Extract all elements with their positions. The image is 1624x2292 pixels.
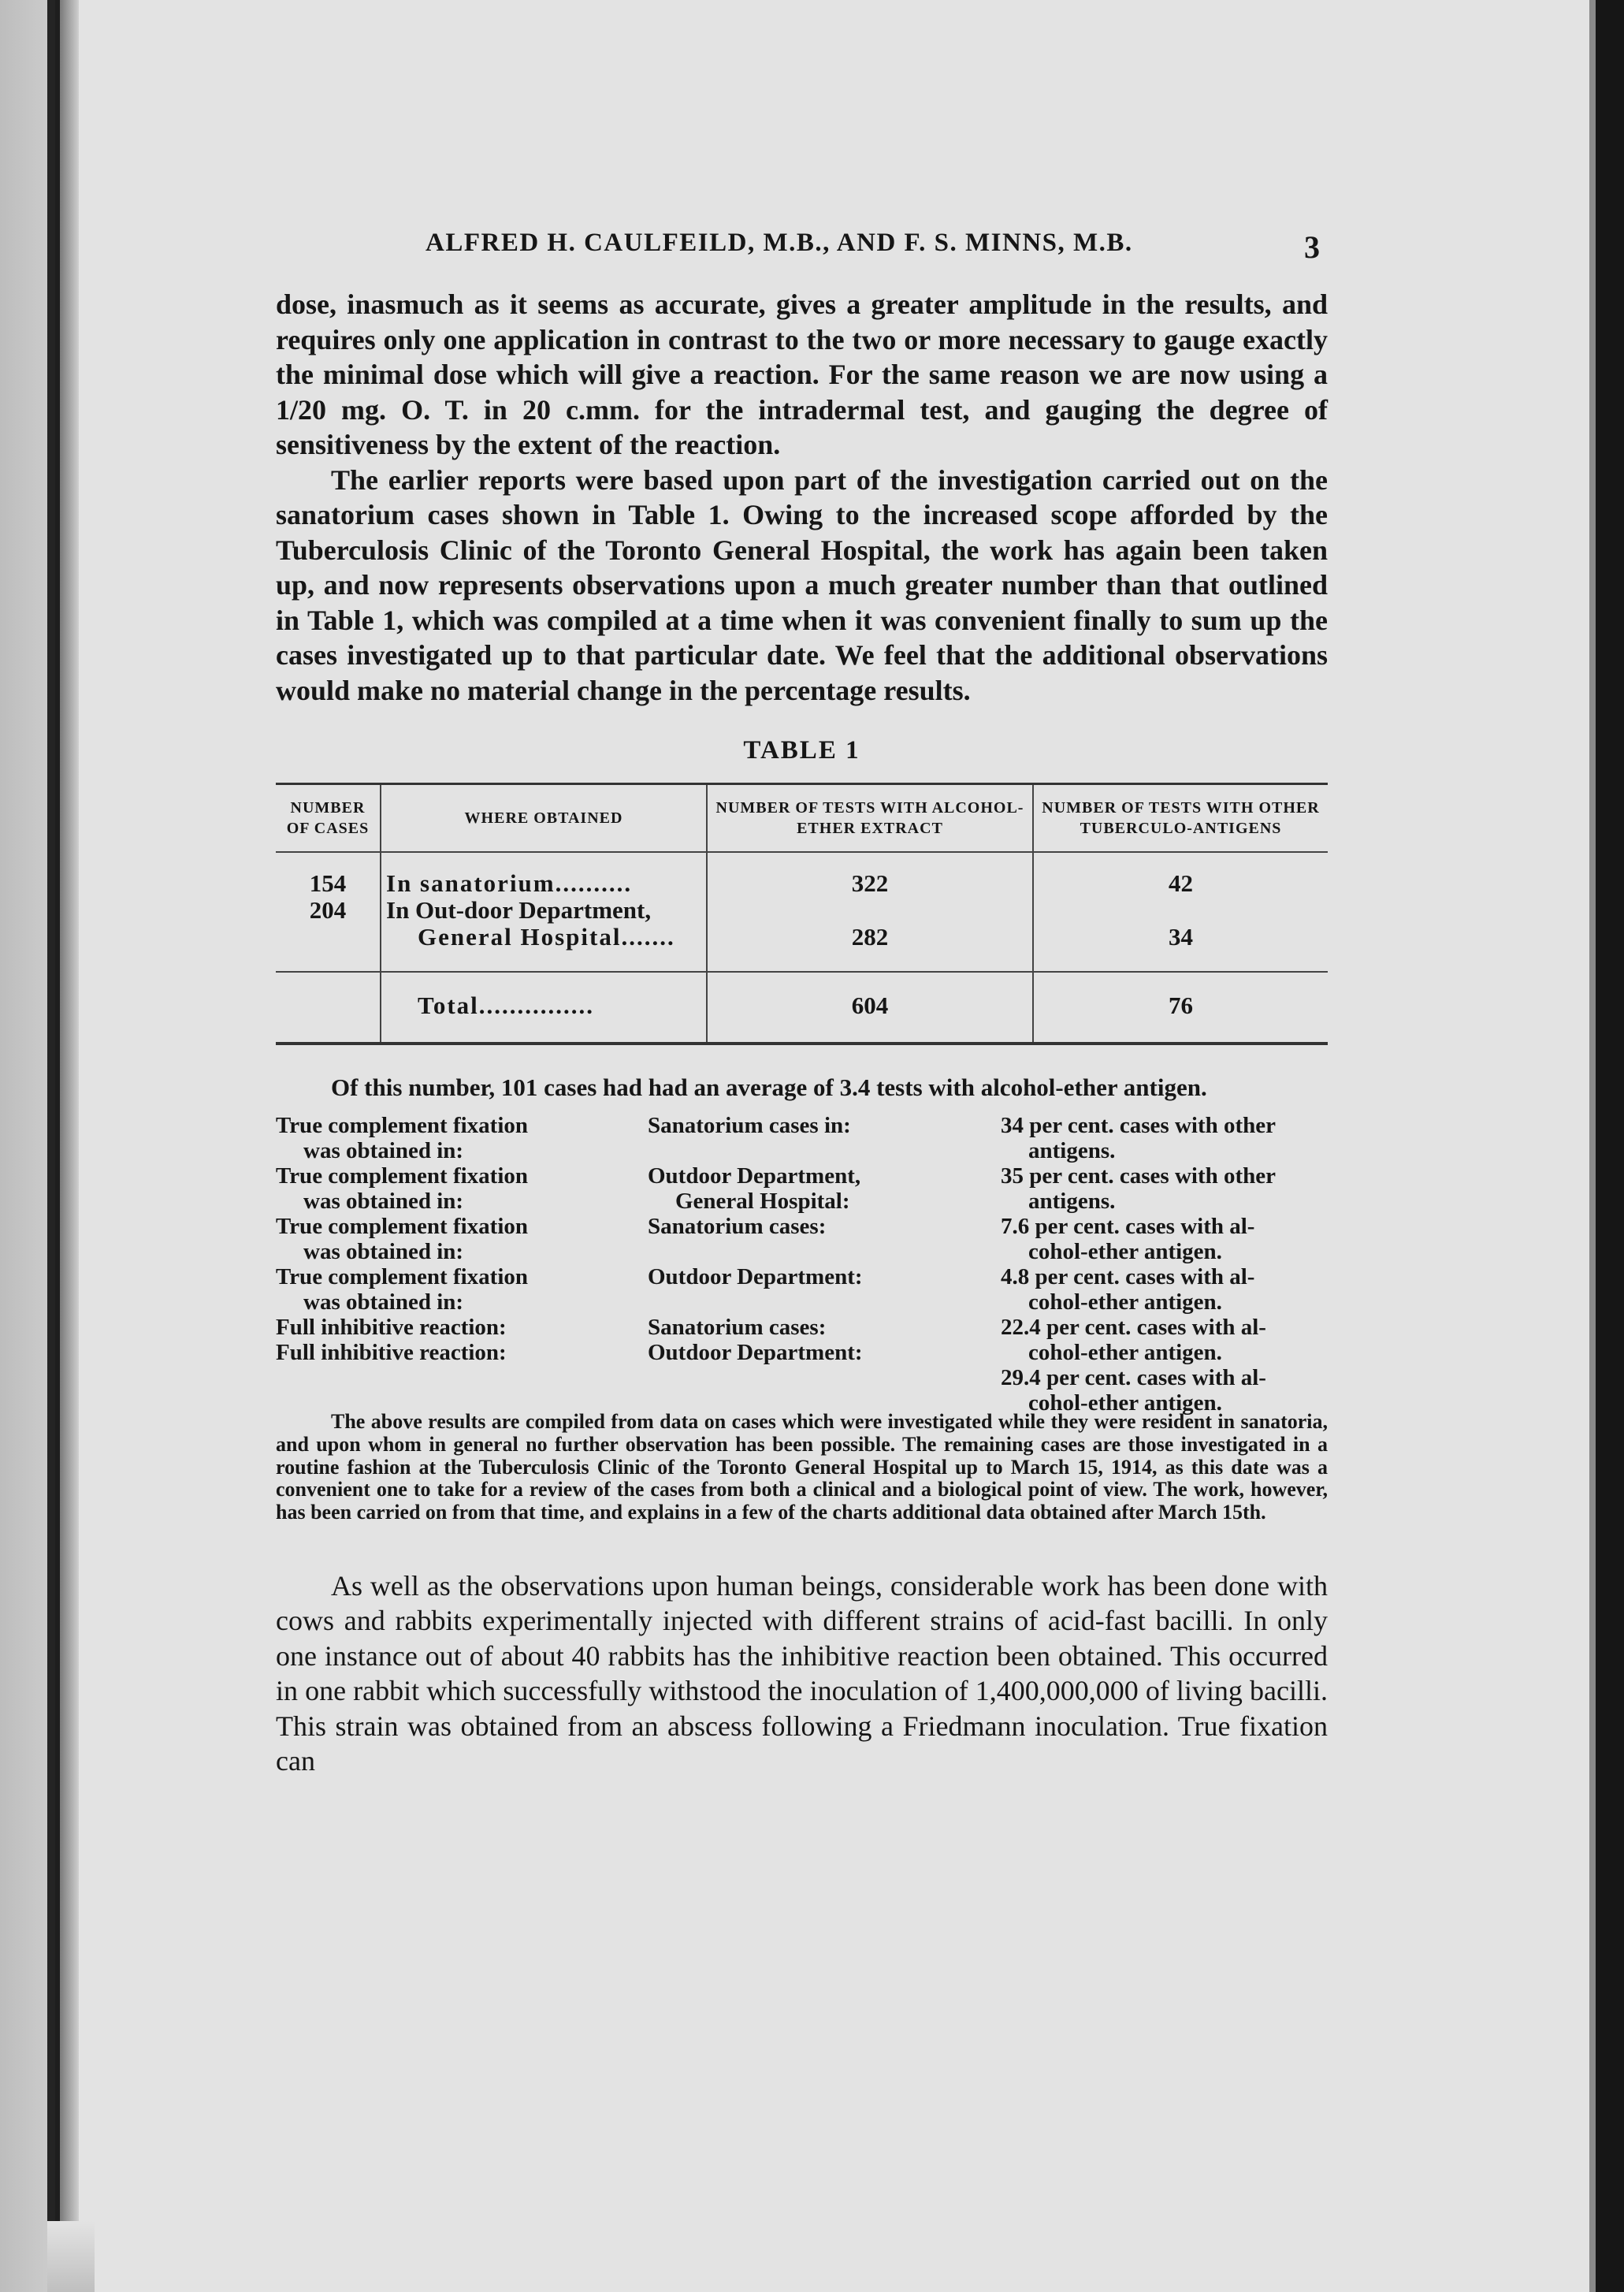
stats-intro: Of this number, 101 cases had had an average of 3.4 tests with alcohol-ether antigen. <box>331 1073 1207 1101</box>
stat-value-cont: cohol-ether antigen. <box>1028 1239 1222 1264</box>
small-print-paragraph: The above results are compiled from data on cases which were investigated while they were resident in sanatoria, and upon whom in general no further observation has been possible. The remaining cases are those investigated in a routine fashion at the Tuberculosis Clinic of the Toronto General Hospital up to March 15, 1914, as this date was a convenient one to take for a review of the cases from both a clinical and a biological point of view. The work, however, has been carried on from that time, and explains in a few of the charts additional data obtained after March 15th. <box>276 1410 1328 1524</box>
stat-source: Sanatorium cases in: <box>648 1113 851 1138</box>
cases-outdoor: 204 <box>309 896 347 924</box>
scan-right-margin <box>1596 0 1624 2292</box>
page-number: 3 <box>1304 229 1320 265</box>
scan-smudge <box>47 2221 95 2292</box>
table-title: TABLE 1 <box>743 736 860 765</box>
cases-cell <box>276 852 381 972</box>
stat-label: True complement fixation <box>276 1214 529 1239</box>
stat-row <box>276 1163 1328 1214</box>
results-table <box>276 783 1328 1045</box>
stat-value-cont: cohol-ether antigen. <box>1028 1340 1222 1365</box>
where-sanatorium: In sanatorium.......... <box>386 869 633 897</box>
stat-row <box>276 1214 1328 1264</box>
table-header-row <box>276 784 1328 853</box>
stat-label: True complement fixation <box>276 1113 529 1138</box>
stat-source-cont: General Hospital: <box>675 1189 850 1214</box>
total-alcohol: 604 <box>707 972 1033 1044</box>
total-label: Total............... <box>418 992 595 1019</box>
stat-label: True complement fixation <box>276 1163 529 1189</box>
stat-value: 4.8 per cent. cases with al- <box>1001 1264 1255 1289</box>
running-head-title: ALFRED H. CAULFEILD, M.B., AND F. S. MINNS, M.B. <box>426 229 1133 257</box>
stat-value: 22.4 per cent. cases with al- <box>1001 1315 1266 1340</box>
stat-source: Sanatorium cases: <box>648 1214 827 1239</box>
header-number-of-cases: NUMBER OF CASES <box>276 784 381 853</box>
scan-left-edge <box>47 0 55 2292</box>
table-body-row <box>276 852 1328 972</box>
other-sanatorium: 42 <box>1169 869 1193 897</box>
total-other: 76 <box>1033 972 1328 1044</box>
other-cell <box>1033 852 1328 972</box>
header-alcohol-ether-tests: NUMBER OF TESTS WITH ALCOHOL-ETHER EXTRACT <box>707 784 1033 853</box>
stat-row <box>276 1264 1328 1315</box>
stat-source: Outdoor Department, <box>648 1163 861 1189</box>
stat-row <box>276 1315 1328 1416</box>
stat-label-cont: was obtained in: <box>303 1138 464 1163</box>
table-total-row <box>276 972 1328 1044</box>
where-outdoor-line2: General Hospital....... <box>418 923 675 951</box>
where-cell <box>381 852 707 972</box>
stat-label: True complement fixation <box>276 1264 529 1289</box>
scan-left-margin <box>0 0 79 2292</box>
stat-value: 34 per cent. cases with other <box>1001 1113 1277 1138</box>
scan-right-edge <box>1589 0 1596 2292</box>
paragraph-animal-observations: As well as the observations upon human beings, considerable work has been done with cows and rabbits experimentally injected with different strains of acid-fast bacilli. In only one instance out of about 40 rabbits has the inhibitive reaction been obtained. This occurred in one rabbit which successfully withstood the inoculation of 1,400,000,000 of living bacilli. This strain was obtained from an abscess following a Friedmann inoculation. True fixation can <box>276 1569 1328 1777</box>
alcohol-outdoor: 282 <box>851 923 889 951</box>
stat-label-cont: was obtained in: <box>303 1189 464 1214</box>
cases-sanatorium: 154 <box>309 869 347 897</box>
stat-value-cont: cohol-ether antigen. <box>1028 1390 1222 1416</box>
stat-label: Full inhibitive reaction: <box>276 1315 507 1340</box>
stat-value: 7.6 per cent. cases with al- <box>1001 1214 1255 1239</box>
where-outdoor: In Out-door Department, <box>386 896 652 924</box>
alcohol-cell <box>707 852 1033 972</box>
stat-value: 29.4 per cent. cases with al- <box>1001 1365 1266 1390</box>
stat-value-cont: antigens. <box>1028 1189 1116 1214</box>
alcohol-sanatorium: 322 <box>851 869 889 897</box>
paragraph-earlier-reports: The earlier reports were based upon part of the investigation carried out on the sanatorium cases shown in Table 1. Owing to the increased scope afforded by the Tuberculosis Clinic of the Toronto General Hospital, the work has again been taken up, and now represents observations upon a much greater number than that outlined in Table 1, which was compiled at a time when it was convenient finally to sum up the cases investigated up to that particular date. We feel that the additional observations would make no material change in the percentage results. <box>276 463 1328 706</box>
stat-label-cont: was obtained in: <box>303 1289 464 1315</box>
running-head <box>276 229 1328 273</box>
stat-label-cont: was obtained in: <box>303 1239 464 1264</box>
stat-label: Full inhibitive reaction: <box>276 1340 507 1365</box>
stat-source: Outdoor Department: <box>648 1340 863 1365</box>
stat-value-cont: antigens. <box>1028 1138 1116 1163</box>
stat-source: Outdoor Department: <box>648 1264 863 1289</box>
stat-value: 35 per cent. cases with other <box>1001 1163 1277 1189</box>
header-other-antigen-tests: NUMBER OF TESTS WITH OTHER TUBERCULO-ANTIGENS <box>1033 784 1328 853</box>
stat-row <box>276 1113 1328 1163</box>
paragraph-dose: dose, inasmuch as it seems as accurate, gives a greater amplitude in the results, and requires only one application in contrast to the two or more necessary to gauge exactly the minimal dose which will give a reaction. For the same reason we are now using a 1/20 mg. O. T. in 20 c.mm. for the intradermal test, and gauging the degree of sensitiveness by the extent of the reaction. <box>276 288 1328 460</box>
other-outdoor: 34 <box>1169 923 1193 951</box>
stat-source: Sanatorium cases: <box>648 1315 827 1340</box>
page-content <box>276 229 1328 1779</box>
header-where-obtained: WHERE OBTAINED <box>381 784 707 853</box>
stats-list <box>276 1113 1328 1416</box>
stat-value-cont: cohol-ether antigen. <box>1028 1289 1222 1315</box>
